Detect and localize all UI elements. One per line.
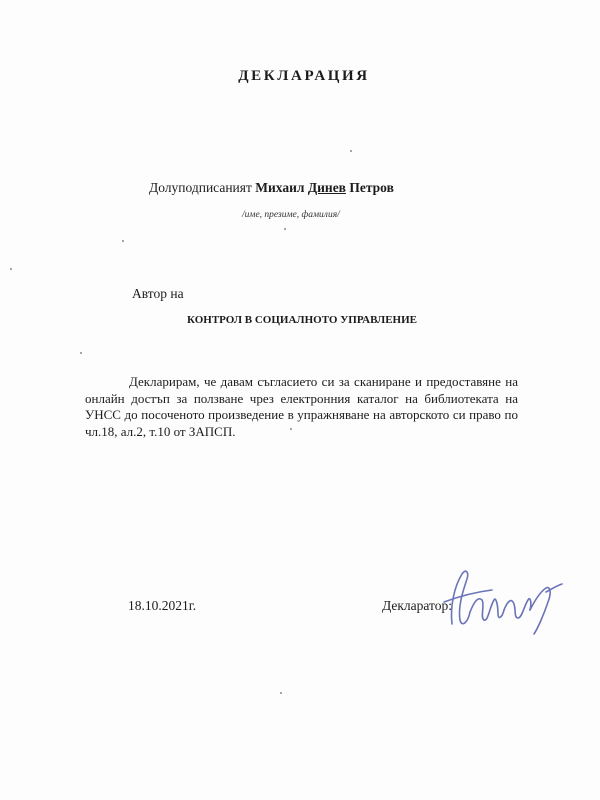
scan-speck bbox=[10, 268, 12, 270]
author-label: Автор на bbox=[132, 286, 184, 301]
signatory-line bbox=[149, 180, 394, 196]
scan-speck bbox=[350, 150, 352, 152]
work-title: КОНТРОЛ В СОЦИАЛНОТО УПРАВЛЕНИЕ bbox=[187, 314, 417, 326]
last-name: Петров bbox=[349, 180, 394, 195]
declaration-date: 18.10.2021г. bbox=[128, 598, 197, 613]
name-hint: /име, презиме, фамилия/ bbox=[242, 210, 340, 220]
middle-name: Динев bbox=[307, 180, 346, 195]
declaration-body-text: Декларирам, че давам съгласието си за сканиране и предоставяне на онлайн достъп за ползване чрез електронния каталог на библиотеката на УНСС до посоченото произведение в упражняване на авторското си право по чл.18, ал.2, т.10 от ЗАПСП. bbox=[85, 374, 518, 439]
scan-speck bbox=[122, 240, 124, 242]
scan-speck bbox=[284, 228, 286, 230]
scan-speck bbox=[290, 428, 292, 430]
first-name: Михаил bbox=[255, 180, 305, 195]
signatory-intro: Долуподписаният bbox=[149, 180, 252, 195]
declarator-label: Декларатор: bbox=[382, 598, 453, 613]
document-title: ДЕКЛАРАЦИЯ bbox=[238, 68, 370, 84]
scan-speck bbox=[280, 692, 282, 694]
scan-speck bbox=[80, 352, 82, 354]
handwritten-signature bbox=[430, 562, 580, 642]
declaration-body bbox=[85, 374, 518, 440]
